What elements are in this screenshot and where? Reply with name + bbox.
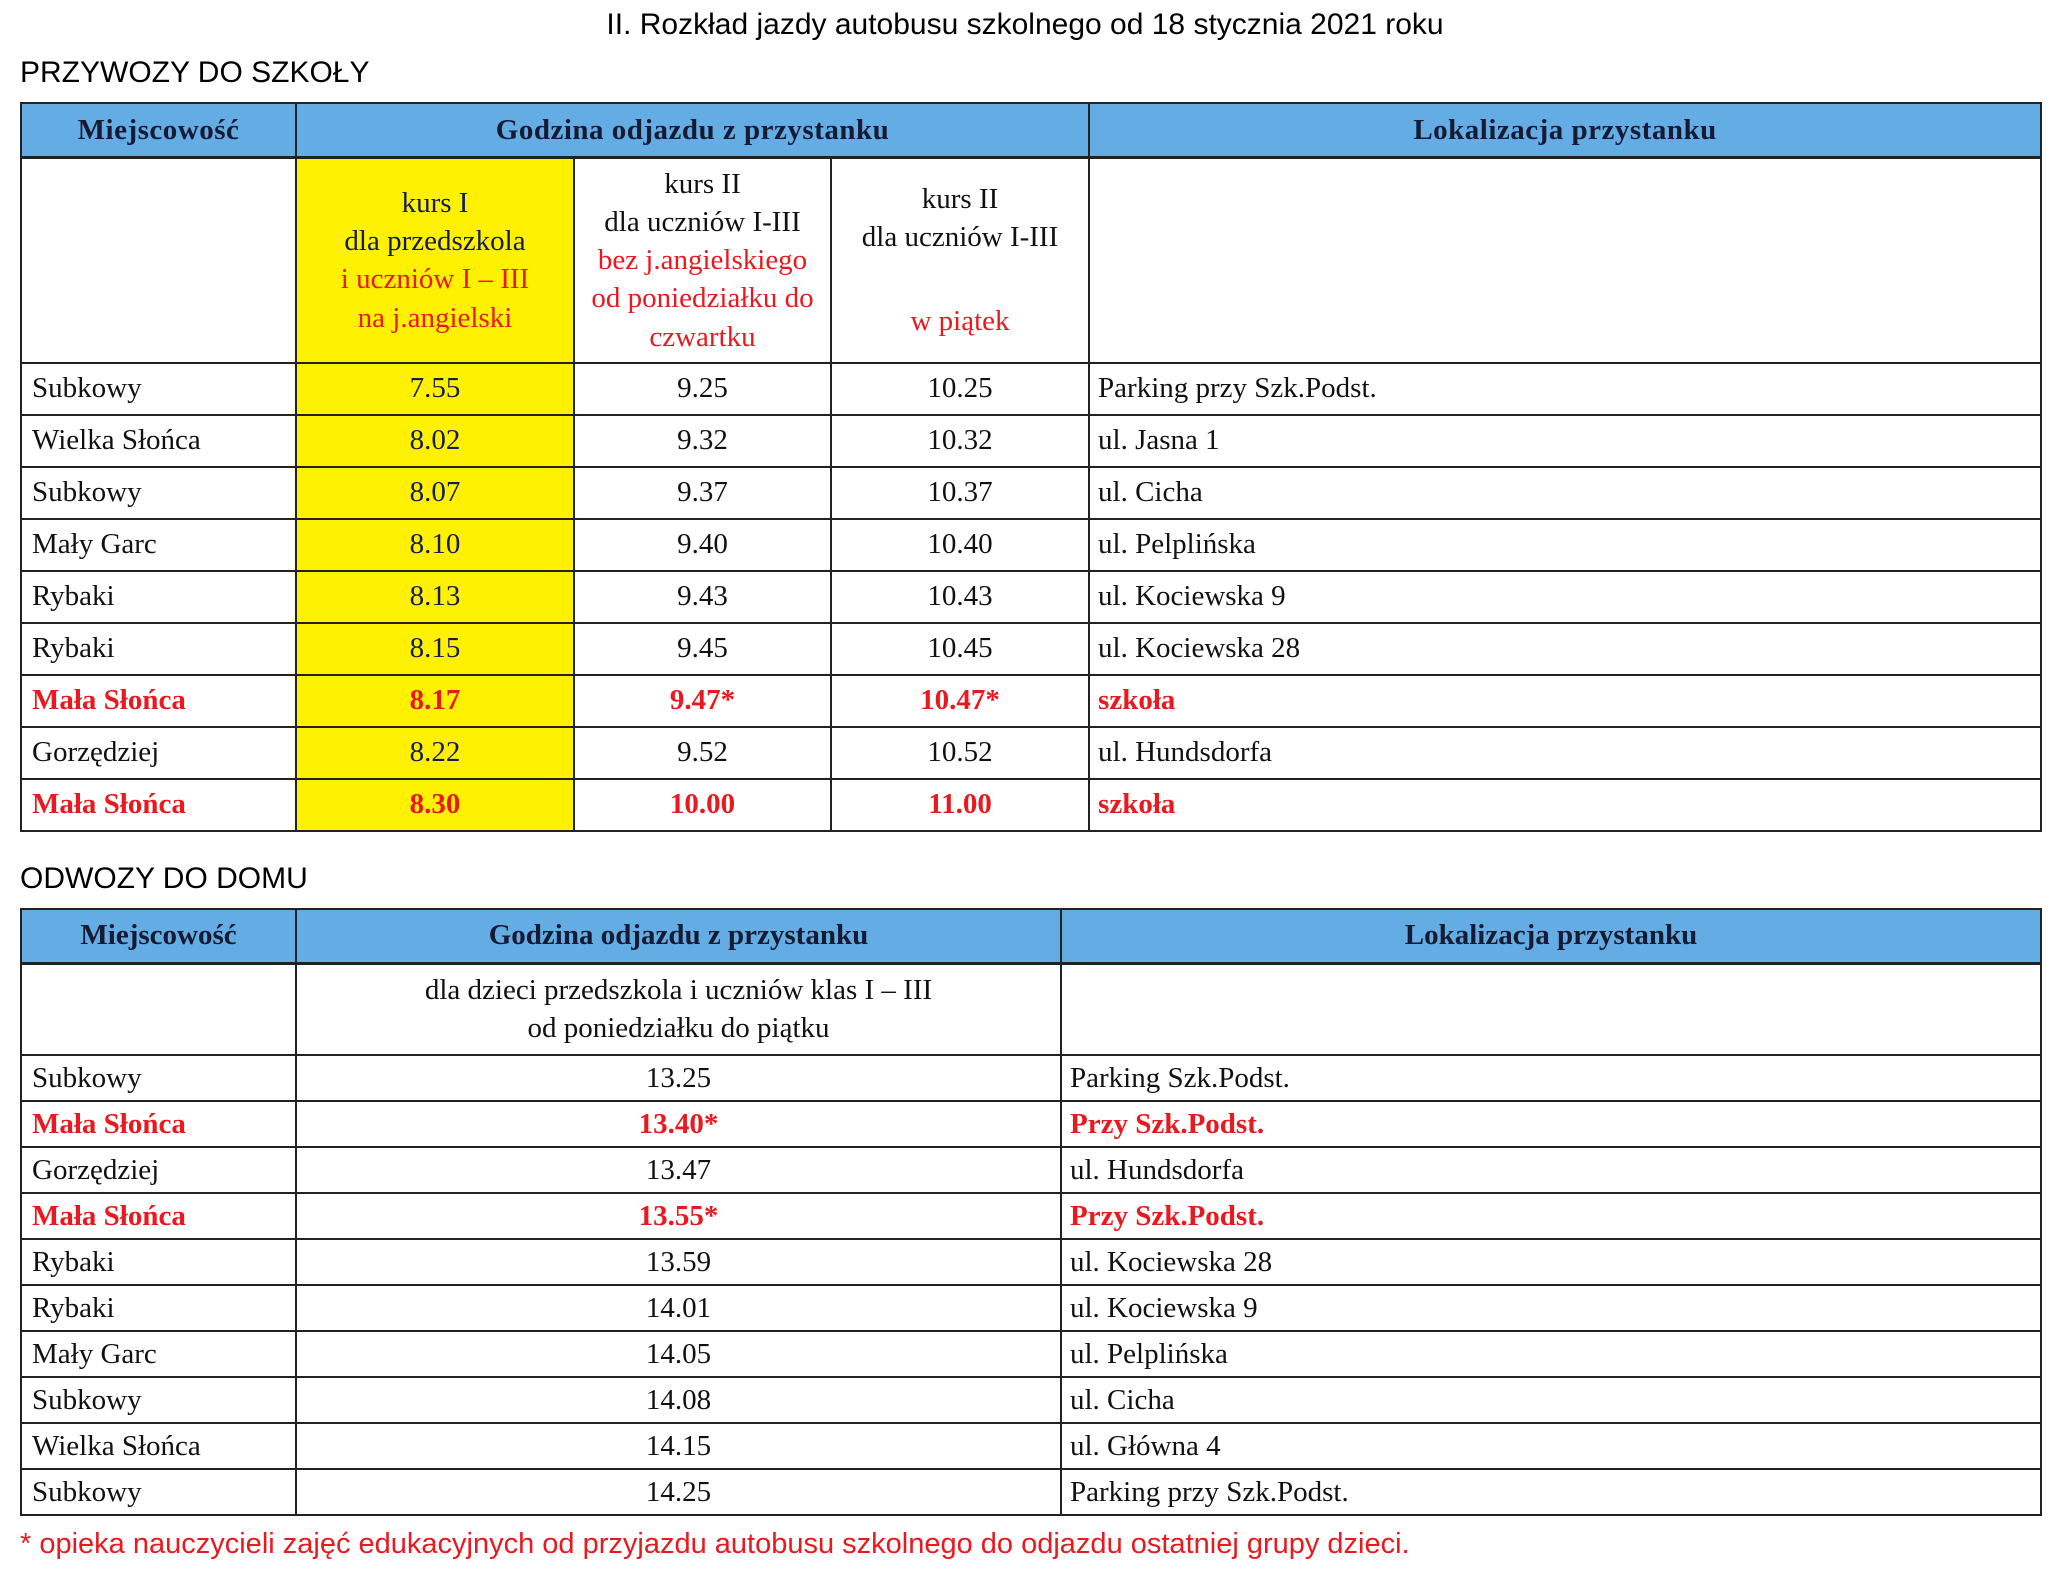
arrivals-subheader-empty-location <box>1089 158 2041 363</box>
time-kurs2-monthu-cell: 9.25 <box>574 363 831 415</box>
kurs1-line4: na j.angielski <box>357 301 513 334</box>
time-kurs2-monthu-cell: 9.43 <box>574 571 831 623</box>
time-cell: 13.25 <box>296 1055 1061 1101</box>
kurs2b-line3: w piątek <box>910 305 1010 338</box>
table-row <box>21 1193 2041 1239</box>
place-cell: Gorzędziej <box>21 727 296 779</box>
location-cell: ul. Cicha <box>1061 1377 2041 1423</box>
kurs1-line1: kurs I <box>401 186 469 219</box>
time-cell: 13.55* <box>296 1193 1061 1239</box>
location-cell: Parking Szk.Podst. <box>1061 1055 2041 1101</box>
location-cell: ul. Kociewska 9 <box>1061 1285 2041 1331</box>
time-cell: 13.47 <box>296 1147 1061 1193</box>
table-row <box>21 1331 2041 1377</box>
arrivals-heading: PRZYWOZY DO SZKOŁY <box>20 56 370 89</box>
table-row <box>21 1239 2041 1285</box>
place-cell: Rybaki <box>21 1285 296 1331</box>
table-row <box>21 1285 2041 1331</box>
time-kurs2-monthu-cell: 9.45 <box>574 623 831 675</box>
location-cell: ul. Cicha <box>1089 467 2041 519</box>
time-cell: 13.59 <box>296 1239 1061 1285</box>
arrivals-body <box>21 363 2041 831</box>
place-cell: Mała Słońca <box>21 675 296 727</box>
time-kurs1-cell: 8.13 <box>296 571 574 623</box>
time-kurs2-friday-cell: 10.32 <box>831 415 1089 467</box>
place-cell: Wielka Słońca <box>21 1423 296 1469</box>
kurs2a-line4: od poniedziałku do czwartku <box>591 282 814 353</box>
kurs1-line3: i uczniów I – III <box>340 263 530 296</box>
time-kurs1-cell: 8.07 <box>296 467 574 519</box>
departures-subheader-empty-location <box>1061 963 2041 1055</box>
departures-col-time: Godzina odjazdu z przystanku <box>296 909 1061 964</box>
location-cell: Parking przy Szk.Podst. <box>1061 1469 2041 1515</box>
table-row <box>21 1469 2041 1515</box>
location-cell: ul. Pelplińska <box>1061 1331 2041 1377</box>
location-cell: ul. Pelplińska <box>1089 519 2041 571</box>
time-kurs2-monthu-cell: 10.00 <box>574 779 831 831</box>
time-kurs2-monthu-cell: 9.40 <box>574 519 831 571</box>
departures-sub-line1: dla dzieci przedszkola i uczniów klas I – III <box>424 973 933 1006</box>
time-kurs1-cell: 8.17 <box>296 675 574 727</box>
time-kurs1-cell: 8.30 <box>296 779 574 831</box>
table-row <box>21 1147 2041 1193</box>
table-row <box>21 623 2041 675</box>
location-cell: ul. Jasna 1 <box>1089 415 2041 467</box>
time-kurs2-monthu-cell: 9.32 <box>574 415 831 467</box>
table-row <box>21 1055 2041 1101</box>
place-cell: Subkowy <box>21 1377 296 1423</box>
location-cell: ul. Hundsdorfa <box>1089 727 2041 779</box>
table-row <box>21 675 2041 727</box>
time-cell: 14.15 <box>296 1423 1061 1469</box>
table-row <box>21 779 2041 831</box>
place-cell: Subkowy <box>21 467 296 519</box>
time-kurs2-friday-cell: 10.40 <box>831 519 1089 571</box>
place-cell: Rybaki <box>21 1239 296 1285</box>
time-kurs1-cell: 8.22 <box>296 727 574 779</box>
time-kurs2-monthu-cell: 9.47* <box>574 675 831 727</box>
departures-sub-line2: od poniedziałku do piątku <box>527 1012 830 1045</box>
page-title: II. Rozkład jazdy autobusu szkolnego od 18 stycznia 2021 roku <box>606 8 1444 41</box>
location-cell: ul. Kociewska 28 <box>1089 623 2041 675</box>
kurs2a-line3: bez j.angielskiego <box>597 244 808 277</box>
arrivals-col-place: Miejscowość <box>21 103 296 158</box>
time-cell: 13.40* <box>296 1101 1061 1147</box>
departures-col-location: Lokalizacja przystanku <box>1061 909 2041 964</box>
time-kurs2-friday-cell: 10.45 <box>831 623 1089 675</box>
time-kurs1-cell: 8.02 <box>296 415 574 467</box>
location-cell: ul. Główna 4 <box>1061 1423 2041 1469</box>
time-kurs2-friday-cell: 10.37 <box>831 467 1089 519</box>
arrivals-col-time: Godzina odjazdu z przystanku <box>296 103 1089 158</box>
arrivals-subheader-row <box>21 158 2041 363</box>
table-row <box>21 1423 2041 1469</box>
kurs2b-line2: dla uczniów I-III <box>861 221 1059 254</box>
time-cell: 14.05 <box>296 1331 1061 1377</box>
time-cell: 14.08 <box>296 1377 1061 1423</box>
place-cell: Mała Słońca <box>21 1101 296 1147</box>
location-cell: ul. Hundsdorfa <box>1061 1147 2041 1193</box>
kurs2-monthu-subheader <box>574 158 831 363</box>
kurs2a-line1: kurs II <box>664 167 741 200</box>
time-kurs2-friday-cell: 10.43 <box>831 571 1089 623</box>
arrivals-header-row <box>21 103 2041 158</box>
arrivals-subheader-empty-place <box>21 158 296 363</box>
place-cell: Mały Garc <box>21 519 296 571</box>
table-row <box>21 467 2041 519</box>
kurs1-subheader <box>296 158 574 363</box>
time-kurs2-friday-cell: 10.47* <box>831 675 1089 727</box>
kurs2-friday-subheader <box>831 158 1089 363</box>
arrivals-col-location: Lokalizacja przystanku <box>1089 103 2041 158</box>
location-cell: ul. Kociewska 9 <box>1089 571 2041 623</box>
departures-header-row <box>21 909 2041 964</box>
place-cell: Subkowy <box>21 1055 296 1101</box>
table-row <box>21 519 2041 571</box>
place-cell: Mała Słońca <box>21 779 296 831</box>
kurs1-line2: dla przedszkola <box>344 224 526 257</box>
location-cell: Parking przy Szk.Podst. <box>1089 363 2041 415</box>
time-cell: 14.25 <box>296 1469 1061 1515</box>
location-cell: Przy Szk.Podst. <box>1061 1101 2041 1147</box>
location-cell: szkoła <box>1089 779 2041 831</box>
place-cell: Rybaki <box>21 623 296 675</box>
departures-table <box>20 908 2042 1517</box>
time-kurs2-monthu-cell: 9.52 <box>574 727 831 779</box>
footnote: * opieka nauczycieli zajęć edukacyjnych od przyjazdu autobusu szkolnego do odjazdu ostatniej grupy dzieci. <box>20 1528 1410 1560</box>
place-cell: Mała Słońca <box>21 1193 296 1239</box>
time-kurs1-cell: 8.10 <box>296 519 574 571</box>
departures-heading: ODWOZY DO DOMU <box>20 861 308 895</box>
departures-time-subheader <box>296 963 1061 1055</box>
place-cell: Subkowy <box>21 1469 296 1515</box>
place-cell: Subkowy <box>21 363 296 415</box>
place-cell: Gorzędziej <box>21 1147 296 1193</box>
location-cell: Przy Szk.Podst. <box>1061 1193 2041 1239</box>
location-cell: szkoła <box>1089 675 2041 727</box>
table-row <box>21 1377 2041 1423</box>
table-row <box>21 727 2041 779</box>
kurs2b-line1: kurs II <box>921 182 999 215</box>
place-cell: Wielka Słońca <box>21 415 296 467</box>
place-cell: Mały Garc <box>21 1331 296 1377</box>
table-row <box>21 1101 2041 1147</box>
departures-subheader-row <box>21 963 2041 1055</box>
time-kurs1-cell: 8.15 <box>296 623 574 675</box>
table-row <box>21 415 2041 467</box>
place-cell: Rybaki <box>21 571 296 623</box>
time-kurs2-friday-cell: 10.52 <box>831 727 1089 779</box>
arrivals-table <box>20 102 2042 832</box>
kurs2a-line2: dla uczniów I-III <box>604 205 801 238</box>
table-row <box>21 571 2041 623</box>
departures-body <box>21 1055 2041 1515</box>
time-cell: 14.01 <box>296 1285 1061 1331</box>
table-row <box>21 363 2041 415</box>
time-kurs1-cell: 7.55 <box>296 363 574 415</box>
time-kurs2-friday-cell: 11.00 <box>831 779 1089 831</box>
time-kurs2-monthu-cell: 9.37 <box>574 467 831 519</box>
departures-subheader-empty-place <box>21 963 296 1055</box>
location-cell: ul. Kociewska 28 <box>1061 1239 2041 1285</box>
departures-col-place: Miejscowość <box>21 909 296 964</box>
time-kurs2-friday-cell: 10.25 <box>831 363 1089 415</box>
